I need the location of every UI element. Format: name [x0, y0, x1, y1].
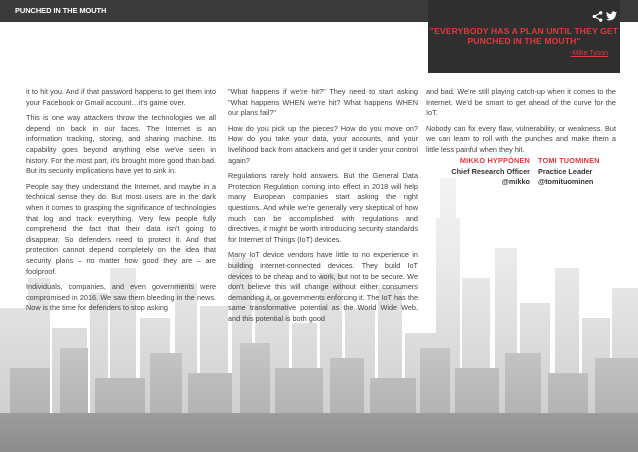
quote-author[interactable]: -Mike Tyson: [570, 50, 608, 57]
author-handle[interactable]: @tomituominen: [538, 177, 594, 186]
paragraph: Many IoT device vendors have little to no experience in building internet-connected devices. They build IoT devices to be cheap and to work, but not to be secure. We don't believe this will change without either consumers demanding it, or governments enforcing it. The IoT has the same transformative potential as the World Wide Web, and this potential is both good: [228, 250, 418, 323]
paragraph: Nobody can fix every flaw, vulnerability, or weakness. But we can learn to roll with the punches and make them a little less painful when they hit.: [426, 123, 616, 154]
paragraph: "What happens if we're hit?" They need to start asking "What happens WHEN we're hit? What happens WHEN our plans fail?": [228, 87, 418, 118]
article-column-3: [426, 87, 616, 161]
article-column-2: [228, 87, 418, 329]
section-title: PUNCHED IN THE MOUTH: [15, 6, 107, 15]
pull-quote: [428, 0, 620, 73]
paragraph: How do you pick up the pieces? How do you move on? How do you take your data, your accounts, and your livelihood back from attackers and get it under your control again?: [228, 123, 418, 165]
author-credits: [426, 156, 626, 216]
paragraph: Regulations rarely hold answers. But the General Data Protection Regulation coming into effect in 2018 will help many European companies start asking the right questions. And while we're generally very skeptical of how much can be accomplished with regulations and directives, it might be worth introducing security standards for Internet of Things (IoT) devices.: [228, 171, 418, 244]
author-block: [538, 156, 628, 188]
quote-text: "EVERYBODY HAS A PLAN UNTIL THEY GET PUNCHED IN THE MOUTH": [429, 26, 619, 46]
paragraph: Individuals, companies, and even governments were compromised in 2016. We saw them bleeding in the news. Now is the time for defenders to stop asking: [26, 282, 216, 313]
paragraph: it to hit you. And if that password happens to get them into your Facebook or Gmail account…it's game over.: [26, 87, 216, 107]
author-name: TOMI TUOMINEN: [538, 156, 600, 165]
paragraph: This is one way attackers throw the technologies we all depend on back in our faces. The Internet is an information tracking, storing, and sharing machine. Its capability goes beyond anything else we've seen in history. For the most part, it's brought more good than bad. But its security implications have yet to sink in.: [26, 113, 216, 176]
author-name: MIKKO HYPPÖNEN: [459, 156, 530, 165]
author-role: Chief Research Officer: [451, 166, 530, 176]
share-icon[interactable]: [592, 11, 603, 22]
author-role: Practice Leader: [538, 166, 593, 176]
author-handle[interactable]: @mikko: [501, 177, 530, 186]
paragraph: People say they understand the Internet, and maybe in a technical sense they do. But most users are in the dark when it comes to grasping the significance of technologies that log and track everything. Very few people fully comprehend the fact that their data isn't going to disappear. So defenders need to protect it. And that protection cannot depend completely on the idea that security plans – no matter how good they are – are foolproof.: [26, 181, 216, 276]
twitter-icon[interactable]: [606, 11, 617, 21]
author-block: [426, 156, 530, 188]
article-column-1: [26, 87, 216, 319]
paragraph: and bad. We're still playing catch-up when it comes to the Internet. We'd be smart to get ahead of the curve for the IoT.: [426, 87, 616, 118]
